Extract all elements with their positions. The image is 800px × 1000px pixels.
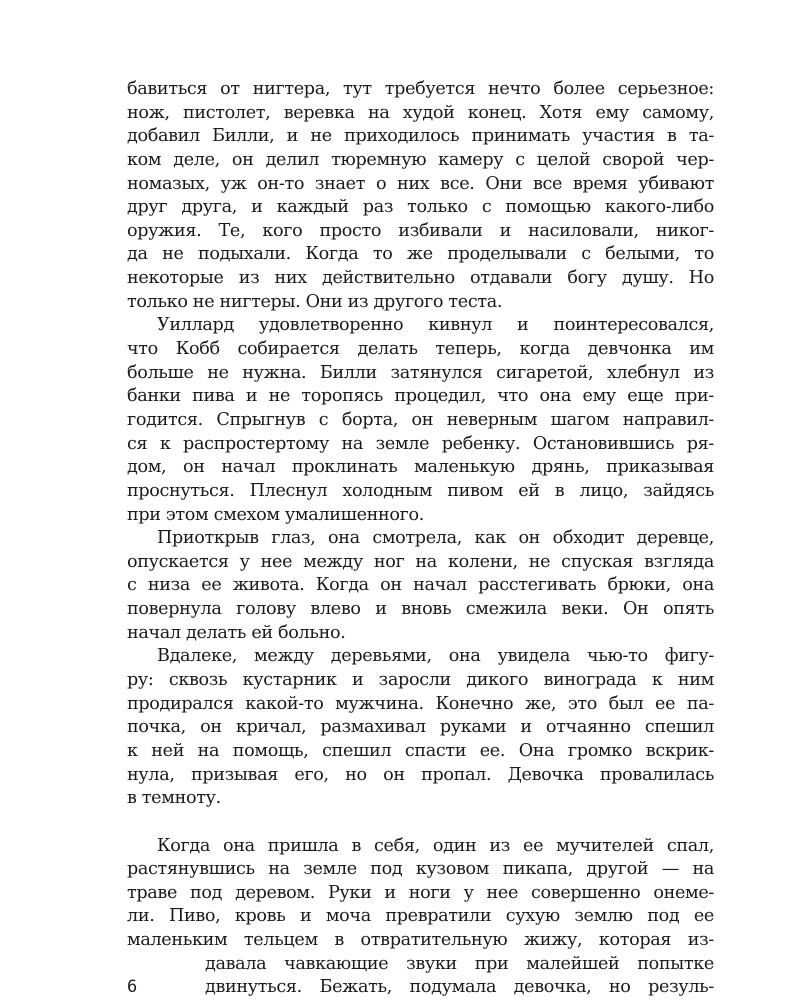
text-line: да не подыхали. Когда то же проделывали с белыми, то (127, 244, 714, 265)
text-line: с низа ее живота. Когда он начал расстегивать брюки, она (127, 575, 714, 596)
text-line: двинуться. Бежать, подумала девочка, но резуль- (205, 977, 714, 998)
text-line: оружия. Те, кого просто избивали и насиловали, никог- (127, 220, 714, 241)
text-line: повернула голову влево и вновь смежила веки. Он опять (127, 599, 714, 620)
text-line: добавил Билли, и не приходилось принимать участия в та- (127, 126, 714, 147)
text-line: траве под деревом. Руки и ноги у нее совершенно онеме- (127, 882, 714, 903)
text-line: Когда она пришла в себя, один из ее мучителей спал, (157, 835, 714, 856)
page-number: 6 (127, 977, 138, 998)
section-break (127, 811, 714, 835)
text-line: бавиться от нигтера, тут требуется нечто более серьезное: (127, 79, 714, 99)
text-line: нула, призывая его, но он пропал. Девочка провалилась (127, 764, 714, 785)
text-line: годится. Спрыгнув с борта, он неверным шагом направил- (127, 409, 714, 430)
paragraph-2 (127, 314, 714, 527)
text-line: к ней на помощь, спешил спасти ее. Она громко вскрик- (127, 740, 714, 761)
text-line: нож, пистолет, веревка на худой конец. Хотя ему самому, (127, 102, 714, 123)
text-line: растянувшись на земле под кузовом пикапа, другой — на (127, 859, 714, 880)
text-line: маленьким тельцем в отвратительную жижу, которая из- (127, 930, 714, 951)
text-line: что Кобб собирается делать теперь, когда девчонка им (127, 339, 714, 360)
text-line: банки пива и не торопясь процедил, что она ему еще при- (127, 386, 714, 407)
paragraph-5 (127, 835, 714, 953)
paragraph-1 (127, 78, 714, 314)
text-line: Приоткрыв глаз, она смотрела, как он обходит деревце, (157, 528, 714, 549)
text-line: ру: сквозь кустарник и заросли дикого винограда к ним (127, 670, 714, 691)
text-line: только не нигтеры. Они из другого теста. (127, 291, 503, 312)
text-line: в темноту. (127, 788, 221, 809)
text-line: проснуться. Плеснул холодным пивом ей в лицо, зайдясь (127, 480, 714, 501)
paragraph-3 (127, 527, 714, 645)
paragraph-5-continued (127, 953, 714, 1000)
text-line: при этом смехом умалишенного. (127, 504, 425, 525)
text-line: ли. Пиво, кровь и моча превратили сухую землю под ее (127, 906, 714, 927)
text-line: Уиллард удовлетворенно кивнул и поинтересовался, (157, 315, 714, 336)
text-line: опускается у нее между ног на колени, не спуская взгляда (127, 551, 714, 572)
text-line: продирался какой-то мужчина. Конечно же, это был ее па- (127, 693, 714, 714)
text-line: некоторые из них действительно отдавали богу душу. Но (127, 268, 714, 289)
text-line: друг друга, и каждый раз только с помощью какого-либо (127, 197, 714, 218)
paragraph-4 (127, 645, 714, 810)
text-line: Вдалеке, между деревьями, она увидела чью-то фигу- (157, 646, 714, 667)
text-line: начал делать ей больно. (127, 622, 346, 643)
text-line: почка, он кричал, размахивал руками и отчаянно спешил (127, 717, 714, 738)
text-line: номазых, уж он-то знает о них все. Они все время убивают (127, 173, 714, 194)
text-line: ся к распростертому на земле ребенку. Остановившись ря- (127, 433, 714, 454)
text-line: дом, он начал проклинать маленькую дрянь, приказывая (127, 457, 714, 478)
text-line: ком деле, он делил тюремную камеру с целой сворой чер- (127, 149, 714, 170)
text-line: давала чавкающие звуки при малейшей попытке (205, 953, 714, 974)
book-page (127, 78, 714, 1000)
text-line: больше не нужна. Билли затянулся сигаретой, хлебнул из (127, 362, 714, 383)
